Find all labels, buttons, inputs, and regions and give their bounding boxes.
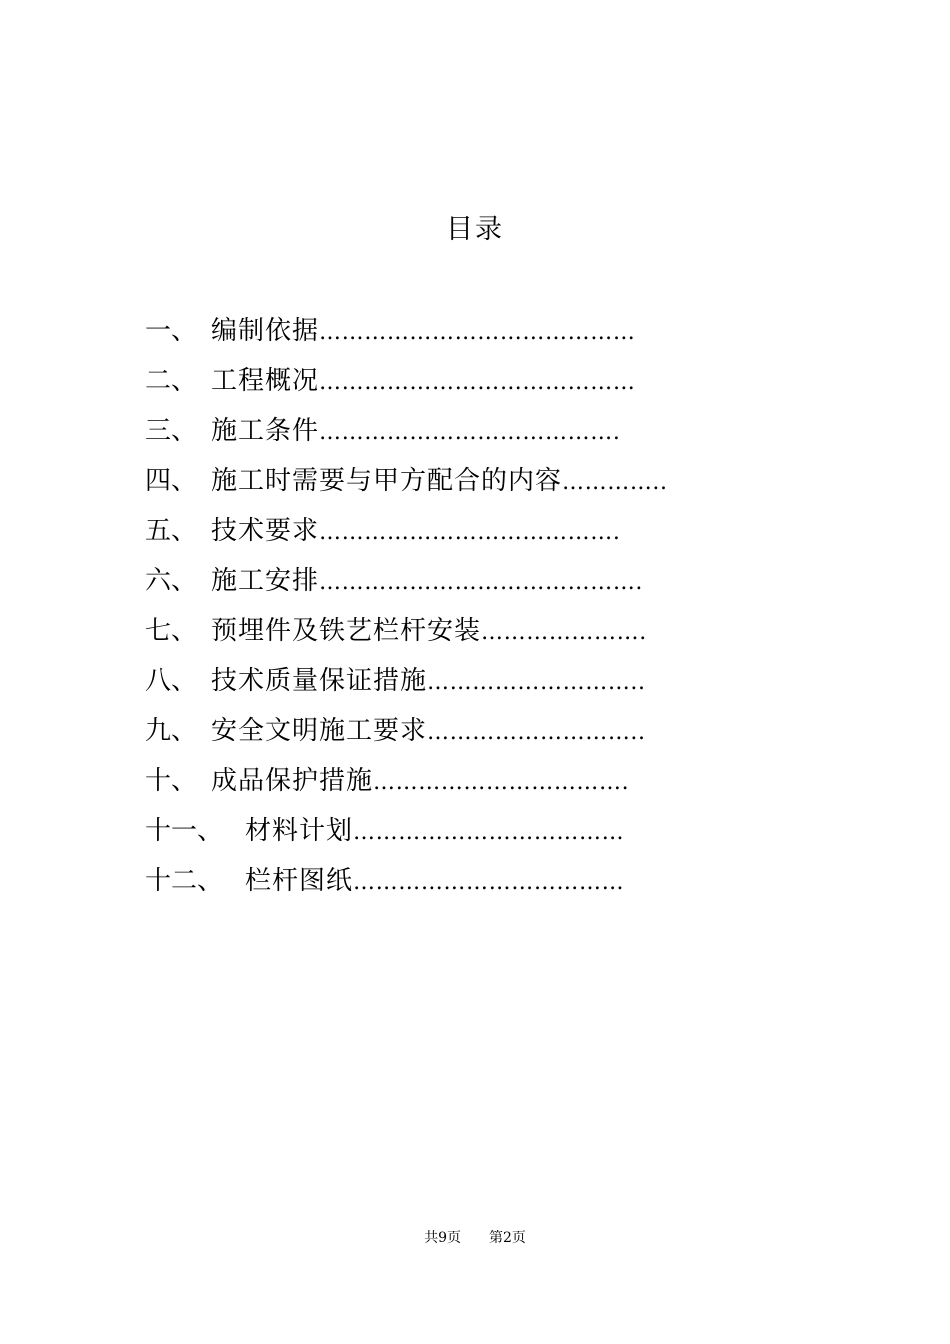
current-page-label: 第2页 [489, 1230, 526, 1246]
toc-entry-title: 施工时需要与甲方配合的内容 [211, 466, 563, 496]
toc-entry-number: 二、 [145, 366, 198, 396]
toc-entry-number: 十、 [145, 766, 198, 796]
toc-entry-leader: …………………. [481, 620, 647, 645]
toc-entry-number: 九、 [145, 716, 198, 746]
toc-entry-title: 成品保护措施 [211, 766, 374, 796]
toc-entry [145, 656, 725, 706]
toc-entry-number: 十一、 [145, 816, 224, 846]
toc-entry-title: 施工安排 [211, 566, 320, 596]
toc-entry-title: 材料计划 [245, 816, 354, 846]
toc-entry-number: 六、 [145, 566, 198, 596]
toc-entry [145, 556, 725, 606]
toc-entry-title: 编制依据 [211, 316, 320, 346]
toc-entry [145, 306, 725, 356]
toc-entry [145, 456, 725, 506]
toc-entry [145, 506, 725, 556]
toc-entry [145, 356, 725, 406]
toc-entry-leader: …………………………………. [319, 520, 621, 545]
toc-entry-number: 三、 [145, 416, 198, 446]
toc-entry-leader: ……………………….. [427, 720, 646, 745]
toc-entry-number: 八、 [145, 666, 198, 696]
toc-entry-title: 施工条件 [211, 416, 320, 446]
toc-entry-number: 五、 [145, 516, 198, 546]
toc-entry-title: 栏杆图纸 [245, 866, 354, 896]
toc-entry-leader: ……………………….. [427, 670, 646, 695]
toc-entry-leader: ……………………………. [373, 770, 630, 795]
toc-entry-number: 一、 [145, 316, 198, 346]
toc-list [145, 306, 725, 906]
toc-entry-title: 技术质量保证措施 [211, 666, 428, 696]
toc-entry-title: 预埋件及铁艺栏杆安装 [211, 616, 482, 646]
toc-entry-leader: …………………………………… [319, 370, 636, 395]
toc-entry-leader: ………….. [562, 470, 668, 495]
toc-entry-number: 十二、 [145, 866, 224, 896]
toc-entry [145, 806, 725, 856]
toc-entry-leader: ……………………………… [353, 870, 625, 895]
toc-entry-title: 技术要求 [211, 516, 320, 546]
toc-entry-leader: …………………………………. [319, 420, 621, 445]
toc-entry-leader: ……………………………… [353, 820, 625, 845]
page-footer [0, 1228, 950, 1248]
toc-entry [145, 406, 725, 456]
toc-entry-leader: ……………………………………. [319, 570, 644, 595]
toc-entry-number: 七、 [145, 616, 198, 646]
toc-entry-leader: …………………………………… [319, 320, 636, 345]
toc-entry [145, 856, 725, 906]
toc-entry-title: 工程概况 [211, 366, 320, 396]
page-title: 目录 [446, 214, 504, 245]
total-pages-label: 共9页 [424, 1230, 461, 1246]
toc-entry [145, 606, 725, 656]
toc-entry [145, 756, 725, 806]
toc-entry-number: 四、 [145, 466, 198, 496]
toc-entry [145, 706, 725, 756]
toc-entry-title: 安全文明施工要求 [211, 716, 428, 746]
